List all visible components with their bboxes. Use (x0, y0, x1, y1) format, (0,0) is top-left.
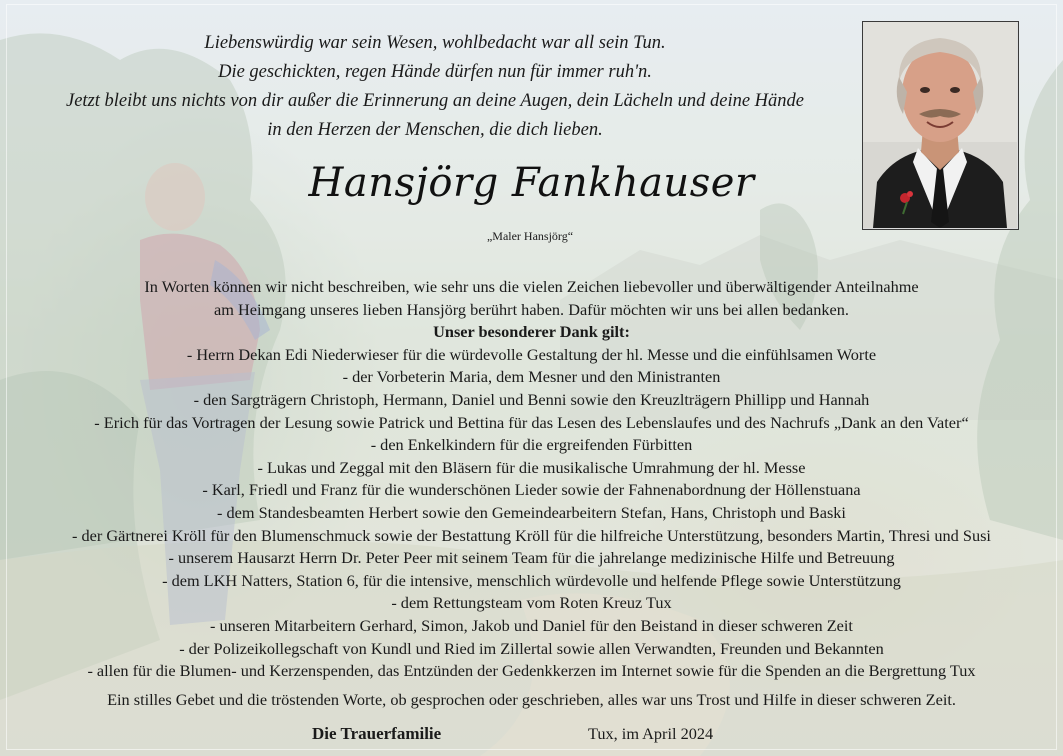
intro-line: In Worten können wir nicht beschreiben, wie sehr uns die vielen Zeichen liebevoller und überwältigender Anteilnahme (144, 277, 919, 296)
thanks-item: - Karl, Friedl und Franz für die wunderschönen Lieder sowie der Fahnenabordnung der Höllenstuana (202, 480, 861, 500)
thanks-item: - Erich für das Vortragen der Lesung sowie Patrick und Bettina für das Lesen des Lebenslaufes und des Nachrufs „Dank an den Vater“ (94, 412, 969, 432)
family-signature: Die Trauerfamilie (312, 724, 442, 743)
portrait-photo (862, 21, 1019, 230)
deceased-name: Hansjörg Fankhauser (308, 160, 755, 206)
thank-you-text (10, 276, 1053, 683)
thanks-item: - dem LKH Natters, Station 6, für die intensive, menschlich würdevolle und helfende Pflege sowie Unterstützung (162, 570, 901, 590)
verse-line: Jetzt bleibt uns nichts von dir außer die Erinnerung an deine Augen, dein Lächeln und deine Hände (66, 91, 804, 111)
thanks-heading: Unser besonderer Dank gilt: (433, 322, 630, 342)
thanks-item: - Lukas und Zeggal mit den Bläsern für die musikalische Umrahmung der hl. Messe (257, 457, 806, 477)
memorial-verse (20, 29, 850, 145)
verse-line: Die geschickten, regen Hände dürfen nun für immer ruh'n. (218, 62, 652, 82)
thanks-item: - Herrn Dekan Edi Niederwieser für die würdevolle Gestaltung der hl. Messe und die einfühlsamen Worte (186, 344, 877, 364)
thanks-item: - der Gärtnerei Kröll für den Blumenschmuck sowie der Bestattung Kröll für die hilfreiche Unterstützung, besonders Martin, Thresi und Susi (72, 525, 991, 545)
deceased-nickname: „Maler Hansjörg“ (486, 229, 574, 243)
intro-line: am Heimgang unseres lieben Hansjörg berührt haben. Dafür möchten wir uns bei allen bedanken. (214, 299, 849, 319)
verse-line: in den Herzen der Menschen, die dich lieben. (267, 120, 603, 140)
thanks-item: - unseren Mitarbeitern Gerhard, Simon, Jakob und Daniel für den Beistand in dieser schweren Zeit (210, 615, 853, 635)
thanks-item: - den Sargträgern Christoph, Hermann, Daniel und Benni sowie den Kreuzlträgern Phillipp und Hannah (193, 389, 870, 409)
thanks-item: - unserem Hausarzt Herrn Dr. Peter Peer mit seinem Team für die jahrelange medizinische Hilfe und Betreuung (168, 548, 895, 568)
thanks-item: - dem Standesbeamten Herbert sowie den Gemeindearbeitern Stefan, Hans, Christoph und Baski (217, 502, 846, 522)
thanks-item: - dem Rettungsteam vom Roten Kreuz Tux (391, 593, 672, 613)
closing-text: Ein stilles Gebet und die tröstenden Worte, ob gesprochen oder geschrieben, alles war uns Trost und Hilfe in dieser schweren Zeit. (107, 690, 956, 709)
verse-line: Liebenswürdig war sein Wesen, wohlbedacht war all sein Tun. (204, 33, 666, 53)
thanks-item: - der Polizeikollegschaft von Kundl und Ried im Zillertal sowie allen Verwandten, Freunden und Bekannten (179, 638, 884, 658)
thanks-item: - allen für die Blumen- und Kerzenspenden, das Entzünden der Gedenkkerzen im Internet sowie für die Spenden an die Bergrettung Tux (87, 661, 976, 681)
portrait-image (863, 22, 1017, 228)
thanks-item: - den Enkelkindern für die ergreifenden Fürbitten (370, 435, 693, 455)
place-and-date: Tux, im April 2024 (588, 724, 714, 743)
thanks-item: - der Vorbeterin Maria, dem Mesner und den Ministranten (342, 367, 721, 387)
